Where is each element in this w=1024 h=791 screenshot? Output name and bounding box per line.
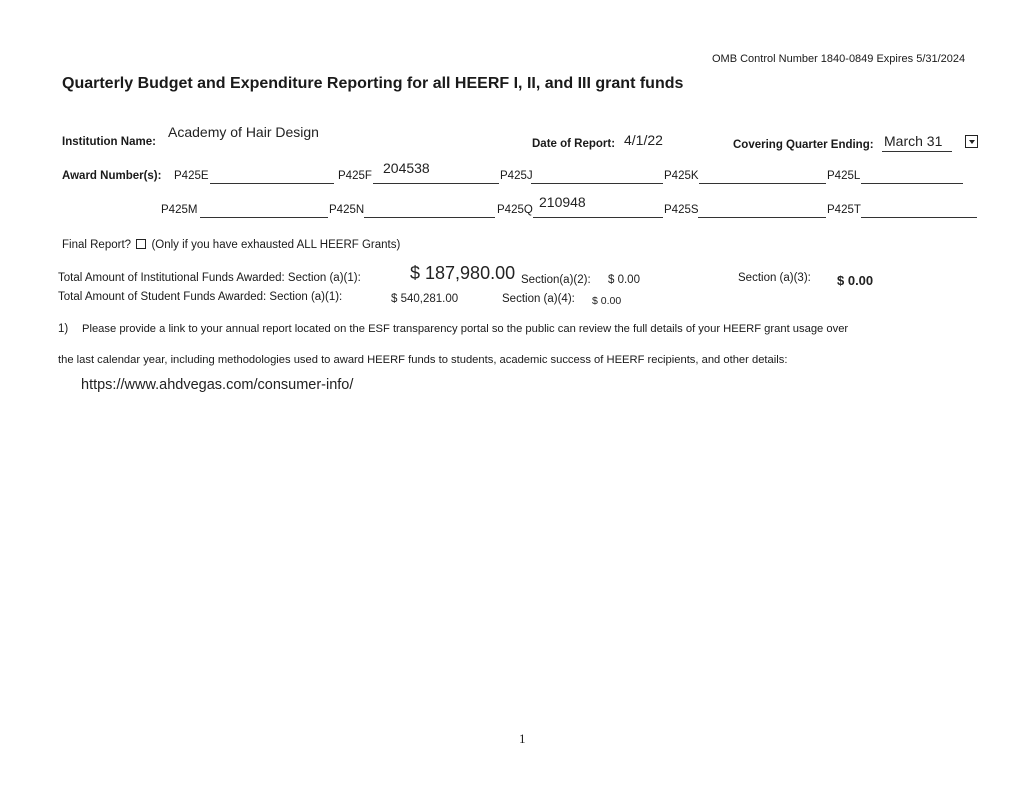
final-report-row — [62, 239, 400, 251]
covering-quarter-label: Covering Quarter Ending: — [733, 139, 874, 151]
section-a2-label: Section(a)(2): — [521, 274, 591, 286]
award-code-p425f: P425F — [338, 170, 372, 182]
final-report-note: (Only if you have exhausted ALL HEERF Grants) — [151, 239, 401, 251]
question-1-line2: the last calendar year, including methodologies used to award HEERF funds to students, academic success of HEERF recipients, and other details: — [58, 354, 788, 366]
award-code-p425m: P425M — [161, 204, 198, 216]
question-1-number: 1) — [58, 323, 69, 335]
section-a4-value[interactable]: $ 0.00 — [592, 295, 622, 307]
date-of-report-field[interactable]: 4/1/22 — [624, 132, 663, 148]
award-field-p425t[interactable] — [861, 217, 977, 218]
award-field-p425q[interactable] — [533, 217, 663, 218]
final-report-checkbox[interactable] — [136, 239, 146, 249]
award-code-p425l: P425L — [827, 170, 861, 182]
section-a2-value[interactable]: $ 0.00 — [608, 274, 640, 286]
award-field-p425l[interactable] — [861, 183, 963, 184]
award-field-p425k[interactable] — [699, 183, 826, 184]
student-a1-value[interactable]: $ 540,281.00 — [391, 293, 459, 305]
award-code-p425s: P425S — [664, 204, 699, 216]
award-field-p425s[interactable] — [698, 217, 826, 218]
award-code-p425k: P425K — [664, 170, 699, 182]
award-field-p425m[interactable] — [200, 217, 328, 218]
question-1-answer-link[interactable]: https://www.ahdvegas.com/consumer-info/ — [81, 377, 354, 393]
award-code-p425t: P425T — [827, 204, 861, 216]
award-field-p425n[interactable] — [364, 217, 495, 218]
date-of-report-label: Date of Report: — [532, 138, 616, 150]
question-1-line1: Please provide a link to your annual report located on the ESF transparency portal so the public can review the full details of your HEERF grant usage over — [82, 323, 849, 335]
award-code-p425n: P425N — [329, 204, 365, 216]
award-value-p425f[interactable]: 204538 — [383, 160, 430, 176]
award-code-p425e: P425E — [174, 170, 209, 182]
covering-quarter-dropdown[interactable]: March 31 — [884, 133, 943, 149]
form-title: Quarterly Budget and Expenditure Reporting for all HEERF I, II, and III grant funds — [62, 75, 684, 92]
award-value-p425q[interactable]: 210948 — [539, 194, 586, 210]
section-a4-label: Section (a)(4): — [502, 293, 575, 305]
page-number: 1 — [519, 731, 526, 746]
institutional-a1-value[interactable]: $ 187,980.00 — [410, 263, 516, 283]
institution-label: Institution Name: — [62, 136, 156, 148]
section-a3-label: Section (a)(3): — [738, 272, 811, 284]
award-numbers-label: Award Number(s): — [62, 170, 162, 182]
omb-control-number: OMB Control Number 1840-0849 Expires 5/31/2024 — [712, 53, 966, 65]
chevron-down-icon[interactable] — [965, 135, 978, 148]
institutional-funds-label: Total Amount of Institutional Funds Awarded: Section (a)(1): — [58, 272, 361, 284]
final-report-label: Final Report? — [62, 239, 132, 251]
award-code-p425j: P425J — [500, 170, 533, 182]
award-field-p425e[interactable] — [210, 183, 334, 184]
quarter-underline — [882, 151, 952, 152]
institution-name-field[interactable]: Academy of Hair Design — [168, 124, 319, 140]
award-field-p425j[interactable] — [531, 183, 663, 184]
award-field-p425f[interactable] — [373, 183, 499, 184]
student-funds-label: Total Amount of Student Funds Awarded: Section (a)(1): — [58, 291, 343, 303]
award-code-p425q: P425Q — [497, 204, 533, 216]
section-a3-value[interactable]: $ 0.00 — [837, 273, 874, 288]
